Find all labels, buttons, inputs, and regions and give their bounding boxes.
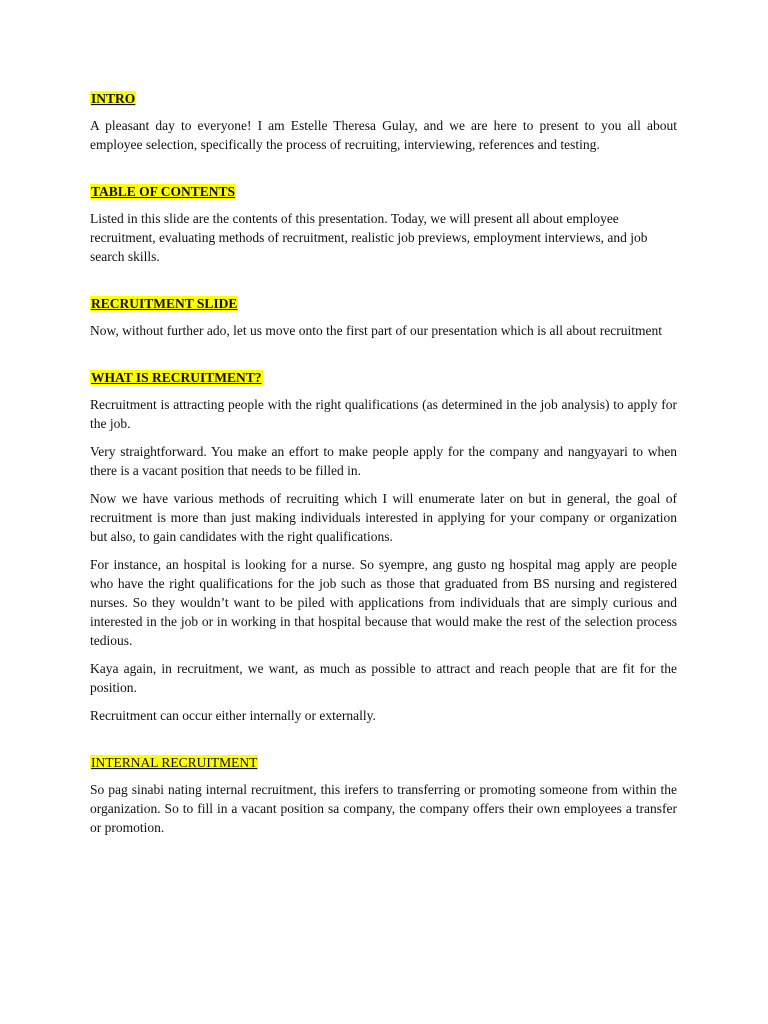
section-heading-intro <box>90 90 677 108</box>
section-heading-table-of-contents <box>90 183 677 201</box>
spacer <box>90 276 677 295</box>
heading-text: TABLE OF CONTENTS <box>91 184 236 200</box>
heading-text: RECRUITMENT SLIDE <box>91 295 238 311</box>
section-heading-recruitment-slide <box>90 295 677 313</box>
section-heading-internal-recruitment <box>90 754 677 772</box>
recruitment-paragraph: For instance, an hospital is looking for a nurse. So syempre, ang gusto ng hospital mag apply are people who have the right qualifications for the job such as those that graduated from BS nursing and registered nurses. So they wouldn’t want to be piled with applications from individuals that are simply curious and interested in the job or in working in that hospital because that would make the rest of the selection process tedious. <box>90 557 677 648</box>
heading-text: INTRO <box>91 91 136 106</box>
spacer <box>90 735 677 754</box>
spacer <box>90 350 677 369</box>
intro-paragraph: A pleasant day to everyone! I am Estelle Theresa Gulay, and we are here to present to you all about employee selection, specifically the process of recruiting, interviewing, references and testing. <box>90 118 677 152</box>
recruitment-paragraph: Kaya again, in recruitment, we want, as much as possible to attract and reach people that are fit for the position. <box>90 660 677 695</box>
spacer <box>90 164 677 183</box>
recruitment-paragraph: Very straightforward. You make an effort to make people apply for the company and nangyayari to when there is a vacant position that needs to be filled in. <box>90 444 677 479</box>
table-of-contents-paragraph: Listed in this slide are the contents of this presentation. Today, we will present all about employee recruitment, evaluating methods of recruitment, realistic job previews, employment interviews, and job search skills. <box>90 211 648 264</box>
recruitment-paragraph: Recruitment is attracting people with the right qualifications (as determined in the job analysis) to apply for the job. <box>90 397 677 432</box>
section-heading-what-is-recruitment <box>90 369 677 387</box>
internal-recruitment-paragraph: So pag sinabi nating internal recruitment, this irefers to transferring or promoting someone from within the organization. So to fill in a vacant position sa company, the company offers their own employees a transfer or promotion. <box>90 782 677 835</box>
recruitment-paragraph: Recruitment can occur either internally or externally. <box>90 707 376 723</box>
heading-text: WHAT IS RECRUITMENT? <box>91 370 262 386</box>
heading-text: INTERNAL RECRUITMENT <box>91 755 258 771</box>
document-body <box>90 90 677 847</box>
recruitment-slide-paragraph: Now, without further ado, let us move onto the first part of our presentation which is all about recruitment <box>90 322 662 338</box>
recruitment-paragraph: Now we have various methods of recruiting which I will enumerate later on but in general, the goal of recruitment is more than just making individuals interested in applying for your company or organization but also, to gain candidates with the right qualifications. <box>90 491 677 545</box>
